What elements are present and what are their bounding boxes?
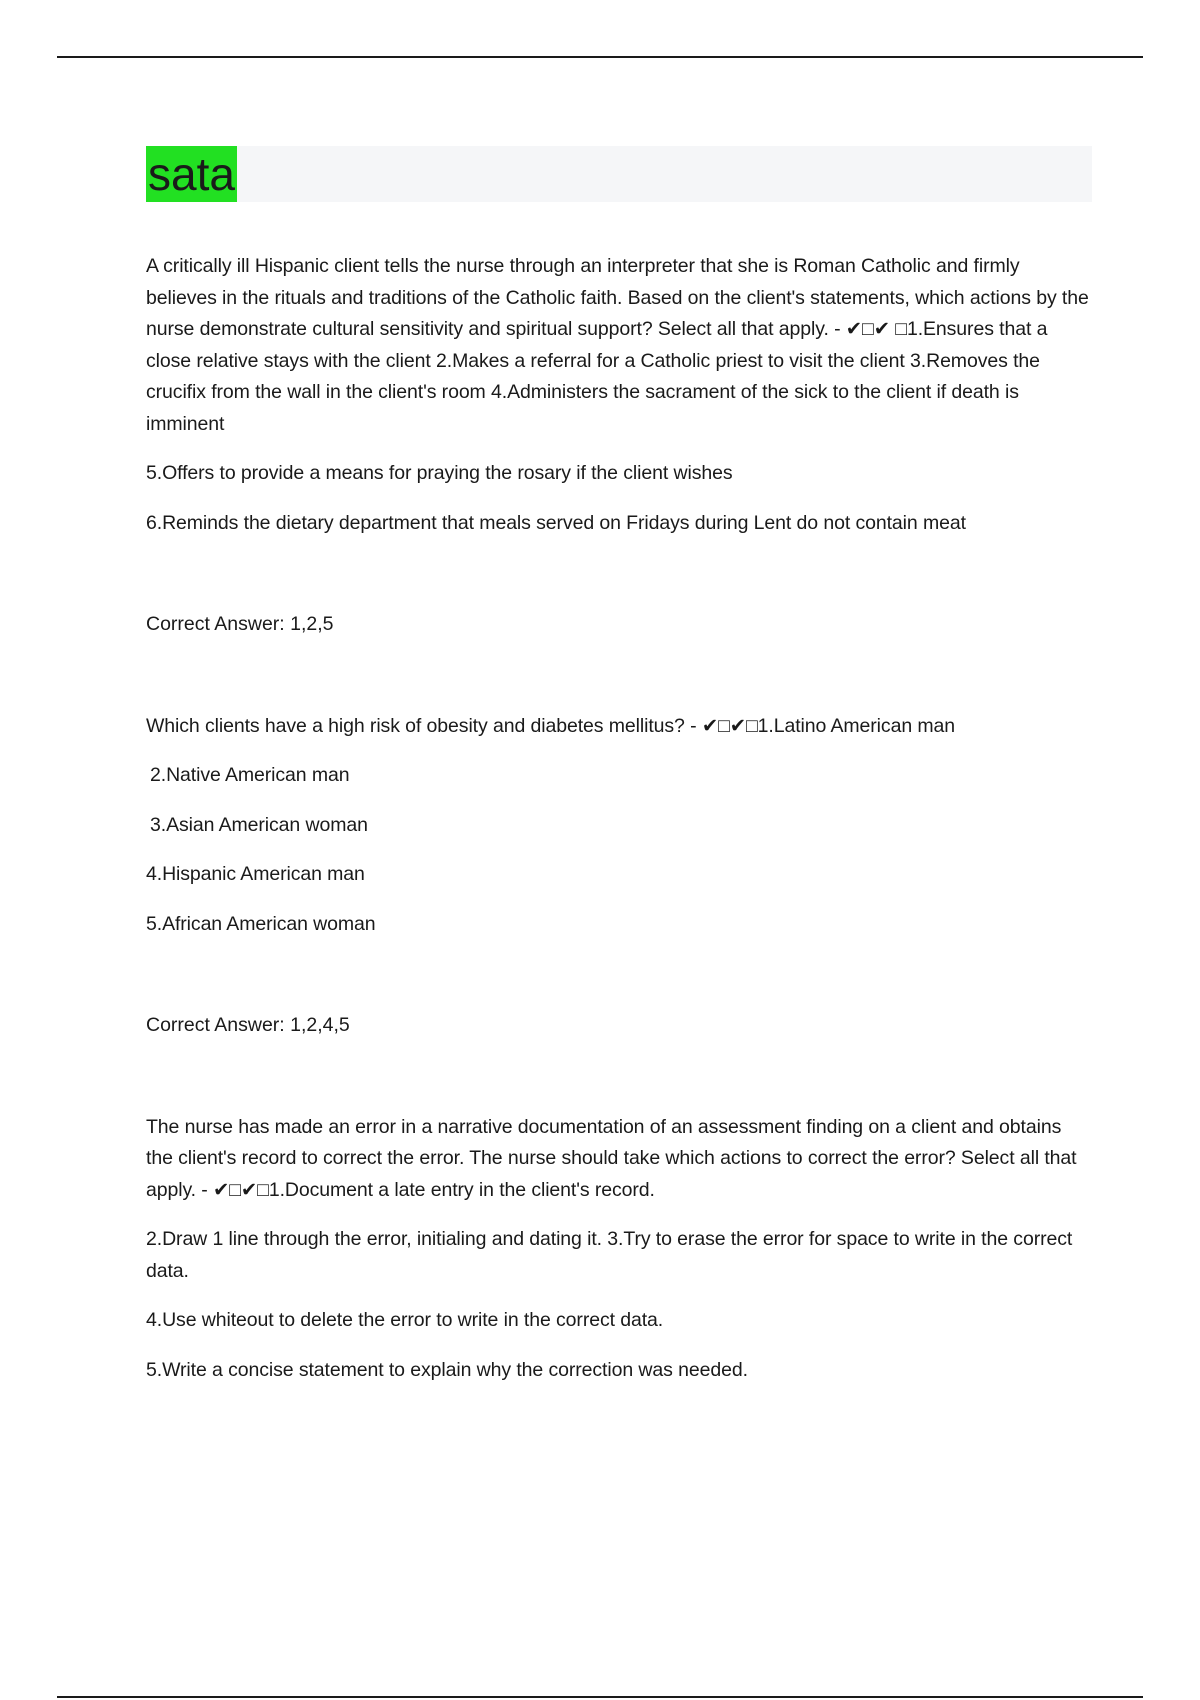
question-block-2 [146, 711, 1092, 1042]
heading-band [146, 146, 1092, 202]
question-2-option-4: 4.Hispanic American man [146, 863, 365, 885]
question-1-stem: A critically ill Hispanic client tells the nurse through an interpreter that she is Roman Catholic and firmly believes in the rituals and traditions of the Catholic faith. Based on the client's statements, which actions by the nurse demonstrate cultural sensitivity and spiritual support? Select all that apply. - ✔□✔ □1.Ensures that a close relative stays with the client 2.Makes a referral for a Catholic priest to visit the client 3.Removes the crucifix from the wall in the client's room 4.Administers the sacrament of the sick to the client if death is imminent [146, 255, 1089, 435]
question-3-stem: The nurse has made an error in a narrative documentation of an assessment finding on a client and obtains the client's record to correct the error. The nurse should take which actions to correct the error? Select all that apply. - ✔□✔□1.Document a late entry in the client's record. [146, 1115, 1077, 1201]
question-2-option-2: 2.Native American man [150, 764, 350, 786]
question-2-stem: Which clients have a high risk of obesity and diabetes mellitus? - ✔□✔□1.Latino American man [146, 714, 956, 737]
question-block-3 [146, 1112, 1092, 1387]
question-3-option-2-3: 2.Draw 1 line through the error, initialing and dating it. 3.Try to erase the error for space to write in the correct data. [146, 1228, 1073, 1282]
question-2-option-5: 5.African American woman [146, 912, 376, 935]
section-heading: sata [148, 148, 235, 200]
question-2-option-3: 3.Asian American woman [150, 813, 368, 836]
bottom-rule [57, 1696, 1143, 1698]
question-2-answer: Correct Answer: 1,2,4,5 [146, 1014, 350, 1036]
question-1-answer: Correct Answer: 1,2,5 [146, 613, 334, 635]
question-block-1 [146, 251, 1092, 641]
question-1-option-5: 5.Offers to provide a means for praying the rosary if the client wishes [146, 462, 733, 484]
question-1-option-6: 6.Reminds the dietary department that meals served on Fridays during Lent do not contain meat [146, 511, 966, 534]
question-3-option-5: 5.Write a concise statement to explain why the correction was needed. [146, 1358, 748, 1381]
document-body [146, 146, 1092, 1386]
question-3-option-4: 4.Use whiteout to delete the error to write in the correct data. [146, 1309, 664, 1331]
top-rule [57, 56, 1143, 58]
